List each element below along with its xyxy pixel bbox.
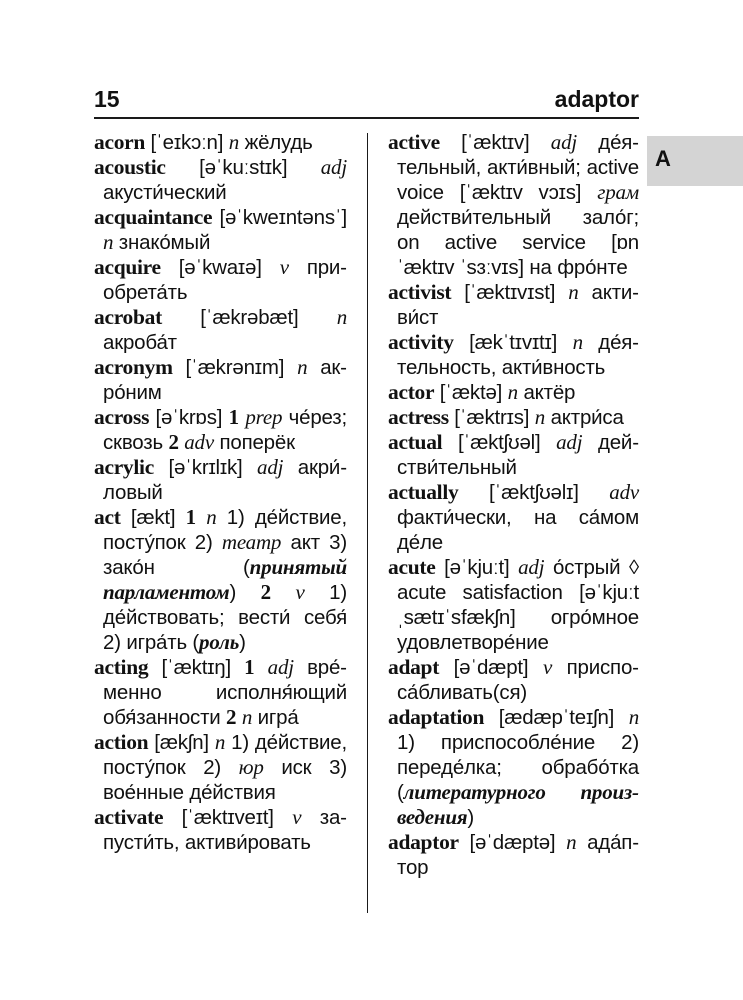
entry-text: де́ятельный, акти́вный; active voice [ˈæktɪv vɔɪs] [397,131,639,204]
entry-text: приобрета́ть [103,256,347,304]
entry-text: [əˈkrɪlɪk] [153,456,258,479]
entry-headword: action [94,730,149,754]
entry-text: 1) де́йствовать; вести́ себя́ 2) игра́ть ( [103,581,347,654]
entry-headword: actress [388,405,449,429]
entry-headword: active [388,130,440,154]
entry-label: adj [257,455,284,479]
entry-text: [ˈækrənɪm] [172,356,298,379]
entry-label: n [103,230,114,254]
dictionary-entry [94,355,347,405]
entry-label: n [534,405,546,429]
entry-text: знако́мый [113,231,211,254]
entry-sense-number: 2 [168,430,179,454]
entry-label: prep [245,405,283,429]
entry-text: ) [229,581,261,604]
dictionary-entry [388,705,639,830]
entry-text: 1) де́йствие, посту́пок 2) [103,506,347,554]
entry-text: актри́са [545,406,624,429]
page-number: 15 [94,86,120,112]
entry-label: грам [597,180,639,204]
entry-label: n [228,130,240,154]
entry-headword: acrobat [94,305,162,329]
entry-label: театр [221,530,282,554]
entry-headword: adapt [388,655,440,679]
entry-headword: acorn [94,130,146,154]
column-divider [367,133,368,913]
entry-text [196,506,206,529]
entry-text [271,581,296,604]
entry-label: n [566,830,577,854]
dictionary-entry [94,505,347,655]
entry-text: [ækˈtɪvɪtɪ] [453,331,573,354]
entry-label: adj [267,655,294,679]
entry-label: n [628,705,639,729]
entry-text: [ˈæktə] [434,381,508,404]
dictionary-entry [388,655,639,705]
running-head: adaptor [554,86,639,112]
entry-sense-number: 1 [228,405,239,429]
entry-label: adv [609,480,639,504]
entry-text: иск 3) вое́нные де́йствия [103,756,347,804]
letter-tab [647,136,743,186]
dictionary-entry [94,130,347,155]
dictionary-entry [388,130,639,280]
entry-headword: activity [388,330,454,354]
entry-text: [ˈæktʃʊəlɪ] [458,481,610,504]
entry-text: [ˈæktrɪs] [448,406,535,429]
entry-label: adj [556,430,583,454]
entry-label: adv [184,430,214,454]
entry-label: n [568,280,579,304]
entry-note: роль [199,630,240,654]
entry-text: акри́ловый [103,456,348,504]
entry-text: че́рез; сквозь [103,406,347,454]
dictionary-entry [388,380,639,405]
entry-text: акусти́ческий [103,181,227,204]
entry-text: актёр [517,381,576,404]
dictionary-entry [388,405,639,430]
entry-label: n [297,355,308,379]
dictionary-entry [94,805,347,855]
entry-headword: acute [388,555,436,579]
entry-sense-number: 2 [260,580,271,604]
entry-headword: activist [388,280,452,304]
entry-text: [ˈækrəbæt] [161,306,337,329]
entry-note: принятый парламентом [103,555,347,604]
entry-text: [əˈdæptə] [458,831,567,854]
entry-text: активи́ст [397,281,639,329]
entry-headword: acting [94,655,149,679]
dictionary-entry [388,430,639,480]
entry-label: v [292,805,302,829]
column-left [94,130,347,855]
entry-headword: actual [388,430,443,454]
entry-headword: adaptation [388,705,485,729]
dictionary-entry [388,555,639,655]
entry-text: [əˈkwaɪə] [160,256,280,279]
entry-note: литературного произведения [397,780,639,829]
entry-text: акро́ним [103,356,347,404]
entry-label: adj [550,130,578,154]
dictionary-entry [388,830,639,880]
entry-text: действи́тельный зало́г; on active service [ɒn ˈæktɪv ˈsɜːvɪs] на фро́нте [397,206,639,279]
entry-text: [ˈæktɪveɪt] [163,806,293,829]
letter-tab-label: A [655,146,671,171]
dictionary-entry [388,280,639,330]
entry-text: о́стрый ◊ acute satisfaction [əˈkjuːt ˌsætɪˈsfækʃn] огро́мное удовлетворе́ние [397,556,639,654]
entry-text: запусти́ть, активи́ровать [103,806,347,854]
entry-headword: activate [94,805,164,829]
dictionary-entry [94,455,347,505]
entry-text: ) [467,806,475,829]
entry-text: акт 3) зако́н ( [103,531,347,579]
entry-label: юр [238,755,264,779]
entry-text: [əˈkuːstɪk] [165,156,321,179]
entry-text: 1) приспособле́ние 2) переде́лка; обрабо́тка ( [397,731,639,804]
entry-headword: acquire [94,255,161,279]
entry-text: [ˈæktʃʊəl] [442,431,557,454]
dictionary-entry [94,155,347,205]
entry-text: [ækt] [120,506,186,529]
entry-text: ) [239,631,246,654]
dictionary-entry [94,730,347,805]
entry-sense-number: 1 [185,505,196,529]
entry-text: де́ятельность, акти́вность [397,331,639,379]
entry-headword: acrylic [94,455,154,479]
entry-text: жёлудь [239,131,313,154]
dictionary-entry [94,305,347,355]
entry-text: действи́тельный [397,431,640,479]
entry-text: [ˈæktɪv] [439,131,551,154]
entry-text: [əˈkrɒs] [149,406,229,429]
entry-text: [əˈkweɪntənsˈ] [212,206,347,229]
dictionary-entry [388,330,639,380]
entry-text: [ædæpˈteɪʃn] [484,706,629,729]
entry-label: n [572,330,583,354]
dictionary-entry [94,405,347,455]
entry-text: [ˈeɪkɔːn] [145,131,229,154]
entry-text: акроба́т [103,331,177,354]
header-rule [94,117,639,119]
column-right [388,130,639,880]
entry-text: [ˈæktɪvɪst] [451,281,569,304]
entry-label: n [214,730,226,754]
entry-text: [əˈkjuːt] [435,556,519,579]
entry-text: [ækʃn] [148,731,215,754]
dictionary-entry [94,255,347,305]
entry-label: adj [320,155,347,179]
entry-label: n [336,305,347,329]
entry-headword: across [94,405,150,429]
entry-headword: acquaintance [94,205,213,229]
entry-label: n [507,380,518,404]
entry-text: вре́менно исполня́ющий обя́занности [103,656,347,729]
dictionary-entry [94,655,347,730]
entry-headword: actually [388,480,459,504]
entry-sense-number: 2 [226,705,237,729]
entry-text: [əˈdæpt] [439,656,543,679]
entry-text [254,656,267,679]
entry-headword: adaptor [388,830,459,854]
entry-text: [ˈæktɪŋ] [148,656,245,679]
entry-headword: act [94,505,121,529]
entry-text: 1) де́йствие, посту́пок 2) [103,731,347,779]
entry-text: ада́птор [397,831,640,879]
dictionary-entry [94,205,347,255]
entry-label: adj [518,555,545,579]
entry-sense-number: 1 [244,655,255,679]
entry-label: v [295,580,305,604]
entry-label: v [279,255,289,279]
entry-headword: acoustic [94,155,166,179]
entry-headword: acronym [94,355,173,379]
entry-headword: actor [388,380,435,404]
entry-label: n [241,705,253,729]
entry-text: игра́ [252,706,299,729]
dictionary-entry [388,480,639,555]
entry-text: факти́чески, на са́мом де́ле [397,506,639,554]
entry-label: v [542,655,553,679]
entry-label: n [206,505,217,529]
entry-text: приспоса́бливать(ся) [397,656,639,704]
entry-text: поперёк [213,431,295,454]
